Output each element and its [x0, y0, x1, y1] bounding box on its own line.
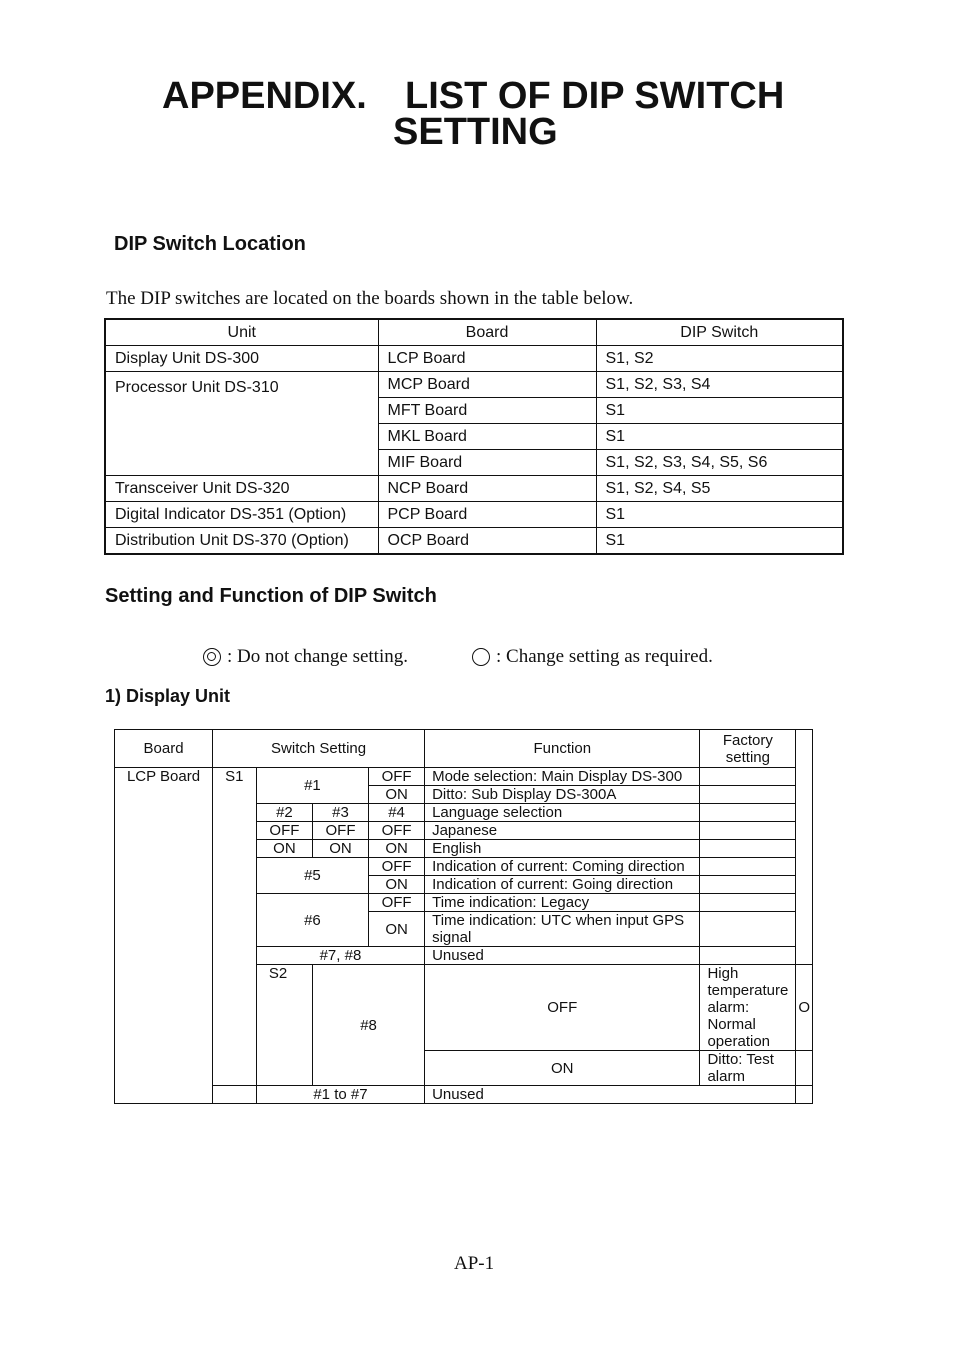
bit-7-8: #7, #8 [256, 947, 424, 965]
cell-switch: S1, S2, S4, S5 [596, 476, 843, 502]
cell-board: OCP Board [378, 528, 596, 555]
on-cell: ON [425, 1051, 700, 1086]
cell-unit: Distribution Unit DS-370 (Option) [105, 528, 378, 555]
cell-unit: Processor Unit DS-310 [105, 372, 378, 476]
function-cell: Indication of current: Coming direction [425, 858, 700, 876]
table-row [105, 476, 843, 502]
board-cell: LCP Board [115, 768, 213, 1104]
function-cell: Unused [425, 947, 700, 965]
cell-board: NCP Board [378, 476, 596, 502]
bit-5: #5 [256, 858, 368, 894]
legend-no-change [203, 646, 408, 668]
cell-switch: S1 [596, 528, 843, 555]
table-row [115, 768, 813, 786]
off-cell: OFF [369, 894, 425, 912]
off-cell: OFF [425, 965, 700, 1051]
factory-cell [700, 894, 796, 912]
header-board: Board [115, 730, 213, 768]
cell-switch: S1 [596, 502, 843, 528]
on-cell: ON [256, 840, 312, 858]
switch-s1: S1 [213, 768, 257, 1086]
header-unit: Unit [105, 319, 378, 346]
table-row [115, 1086, 813, 1104]
factory-cell [700, 768, 796, 786]
bit-1: #1 [256, 768, 368, 804]
switch-spacer [213, 1086, 257, 1104]
table-row [105, 528, 843, 555]
factory-cell [700, 822, 796, 840]
cell-switch: S1 [596, 398, 843, 424]
function-cell: Unused [425, 1086, 796, 1104]
factory-cell [700, 912, 796, 947]
cell-unit: Transceiver Unit DS-320 [105, 476, 378, 502]
cell-board: PCP Board [378, 502, 596, 528]
bit-1-to-7: #1 to #7 [256, 1086, 424, 1104]
factory-cell [700, 786, 796, 804]
cell-switch: S1, S2 [596, 346, 843, 372]
setting-heading: Setting and Function of DIP Switch [105, 585, 437, 607]
page-number: AP-1 [454, 1253, 495, 1274]
function-cell: English [425, 840, 700, 858]
function-cell: Japanese [425, 822, 700, 840]
off-cell: OFF [256, 822, 312, 840]
function-cell: Mode selection: Main Display DS-300 [425, 768, 700, 786]
function-cell: Indication of current: Going direction [425, 876, 700, 894]
table-header-row [105, 319, 843, 346]
table-header-row [115, 730, 813, 768]
factory-cell [796, 1051, 813, 1086]
title-part-setting: SETTING [393, 111, 558, 153]
off-cell: OFF [313, 822, 369, 840]
cell-switch: S1, S2, S3, S4 [596, 372, 843, 398]
on-cell: ON [369, 840, 425, 858]
legend-change [472, 646, 713, 668]
bit-3: #3 [313, 804, 369, 822]
legend-change-text: : Change setting as required. [496, 646, 713, 667]
header-switch-setting: Switch Setting [213, 730, 425, 768]
cell-switch: S1, S2, S3, S4, S5, S6 [596, 450, 843, 476]
function-cell: Ditto: Test alarm [700, 1051, 796, 1086]
factory-cell [700, 876, 796, 894]
cell-unit: Display Unit DS-300 [105, 346, 378, 372]
cell-board: MCP Board [378, 372, 596, 398]
legend-no-change-text: : Do not change setting. [227, 646, 408, 667]
function-cell: Time indication: UTC when input GPS signal [425, 912, 700, 947]
factory-cell [700, 858, 796, 876]
factory-cell [700, 947, 796, 965]
location-intro: The DIP switches are located on the boards shown in the table below. [106, 288, 634, 309]
location-table [104, 318, 844, 555]
factory-cell-set: O [796, 965, 813, 1051]
table-row [105, 502, 843, 528]
cell-board: MIF Board [378, 450, 596, 476]
on-cell: ON [313, 840, 369, 858]
display-unit-subheading: 1) Display Unit [105, 686, 231, 706]
bit-8: #8 [313, 965, 425, 1086]
on-cell: ON [369, 876, 425, 894]
function-cell: Time indication: Legacy [425, 894, 700, 912]
double-circle-icon [203, 648, 221, 666]
bit-2: #2 [256, 804, 312, 822]
title-part-appendix: APPENDIX. [162, 75, 367, 117]
title-part-list: LIST OF DIP SWITCH [405, 75, 785, 117]
off-cell: OFF [369, 858, 425, 876]
function-cell: Language selection [425, 804, 700, 822]
bit-4: #4 [369, 804, 425, 822]
on-cell: ON [369, 912, 425, 947]
bit-6: #6 [256, 894, 368, 947]
header-factory-setting: Factory setting [700, 730, 796, 768]
on-cell: ON [369, 786, 425, 804]
cell-switch: S1 [596, 424, 843, 450]
table-row [105, 372, 843, 398]
table-row [105, 346, 843, 372]
factory-cell [700, 840, 796, 858]
cell-unit: Digital Indicator DS-351 (Option) [105, 502, 378, 528]
header-dip-switch: DIP Switch [596, 319, 843, 346]
location-heading: DIP Switch Location [114, 233, 306, 255]
function-cell: Ditto: Sub Display DS-300A [425, 786, 700, 804]
cell-board: MKL Board [378, 424, 596, 450]
header-board: Board [378, 319, 596, 346]
function-cell: High temperature alarm: Normal operation [700, 965, 796, 1051]
switch-s2: S2 [256, 965, 312, 1086]
cell-board: LCP Board [378, 346, 596, 372]
header-function: Function [425, 730, 700, 768]
off-cell: OFF [369, 822, 425, 840]
circle-icon [472, 648, 490, 666]
factory-cell [700, 804, 796, 822]
dip-switch-setting-table [114, 729, 813, 1104]
off-cell: OFF [369, 768, 425, 786]
cell-board: MFT Board [378, 398, 596, 424]
